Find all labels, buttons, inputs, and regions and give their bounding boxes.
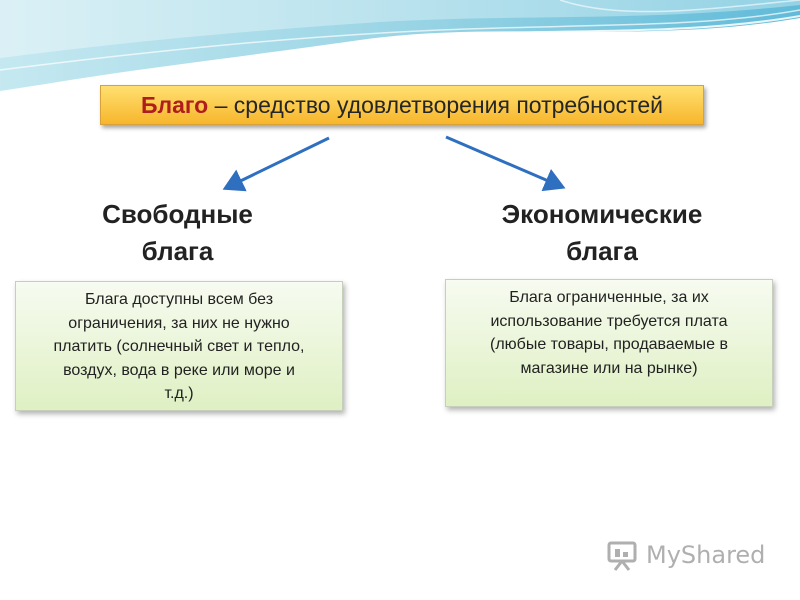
watermark	[606, 537, 765, 573]
heading-line: блага	[141, 236, 214, 266]
heading-line: блага	[566, 236, 638, 266]
description-line: воздух, вода в реке или море и	[63, 361, 295, 379]
definition-text: – средство удовлетворения потребностей	[208, 91, 664, 118]
watermark-text: MyShared	[646, 541, 766, 569]
description-line: магазине или на рынке)	[520, 359, 698, 377]
free-goods-heading	[60, 196, 295, 270]
description-line: (любые товары, продаваемые в	[489, 336, 729, 353]
description-line: ограничения, за них не нужно	[68, 314, 290, 332]
arrow-right	[446, 137, 560, 186]
economic-goods-heading	[452, 196, 752, 270]
description-line: использование требуется плата	[490, 312, 728, 330]
description-line: Блага ограниченные, за их	[509, 289, 709, 306]
arrow-left	[228, 138, 329, 187]
description-line: платить (солнечный свет и тепло,	[53, 338, 305, 355]
free-goods-description	[15, 281, 343, 411]
description-line: т.д.)	[164, 385, 194, 402]
description-line: Блага доступны всем без	[84, 291, 274, 308]
presentation-board-icon	[606, 538, 640, 572]
heading-line: Экономические	[501, 199, 703, 229]
heading-line: Свободные	[102, 199, 253, 229]
economic-goods-description	[445, 279, 773, 407]
definition-term: Благо	[140, 91, 209, 118]
